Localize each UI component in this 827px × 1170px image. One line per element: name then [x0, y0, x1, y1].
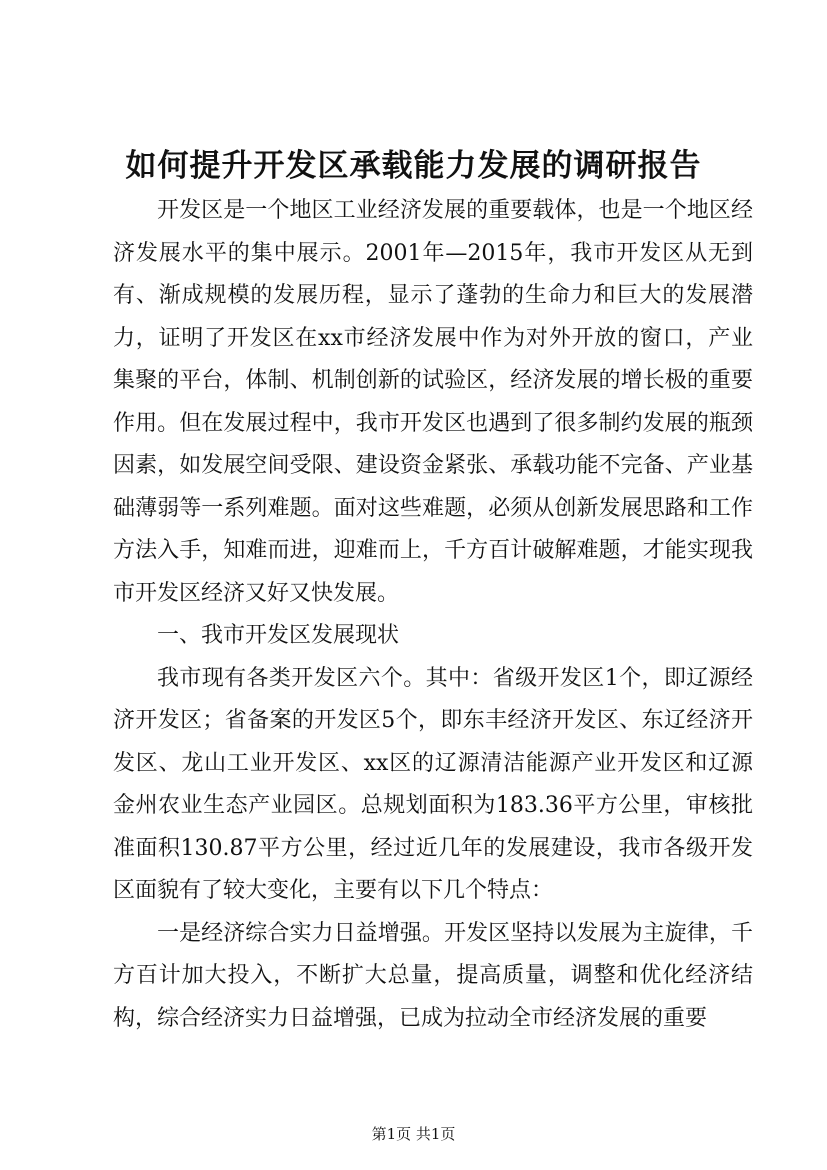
section-heading: 一、我市开发区发展现状 [157, 623, 400, 648]
page-footer: 第1页 共1页 [371, 1125, 456, 1143]
document-body [113, 190, 753, 1040]
paragraph-intro: 开发区是一个地区工业经济发展的重要载体，也是一个地区经济发展水平的集中展示。2001年—2015年，我市开发区从无到有、渐成规模的发展历程，显示了蓬勃的生命力和巨大的发展潜力，证明了开发区在xx市经济发展中作为对外开放的窗口，产业集聚的平台，体制、机制创新的试验区，经济发展的增长极的重要作用。但在发展过程中，我市开发区也遇到了很多制约发展的瓶颈因素，如发展空间受限、建设资金紧张、承载功能不完备、产业基础薄弱等一系列难题。面对这些难题，必须从创新发展思路和工作方法入手，知难而进，迎难而上，千方百计破解难题，才能实现我市开发区经济又好又快发展。 [113, 198, 753, 606]
document-title: 如何提升开发区承载能力发展的调研报告 [125, 148, 702, 184]
paragraph-feature-one: 一是经济综合实力日益增强。开发区坚持以发展为主旋律，千方百计加大投入，不断扩大总量，提高质量，调整和优化经济结构，综合经济实力日益增强，已成为拉动全市经济发展的重要 [113, 920, 753, 1031]
paragraph-status: 我市现有各类开发区六个。其中：省级开发区1个，即辽源经济开发区；省备案的开发区5个，即东丰经济开发区、东辽经济开发区、龙山工业开发区、xx区的辽源清洁能源产业开发区和辽源金州农业生态产业园区。总规划面积为183.36平方公里，审核批准面积130.87平方公里，经过近几年的发展建设，我市各级开发区面貌有了较大变化，主要有以下几个特点： [113, 665, 753, 903]
